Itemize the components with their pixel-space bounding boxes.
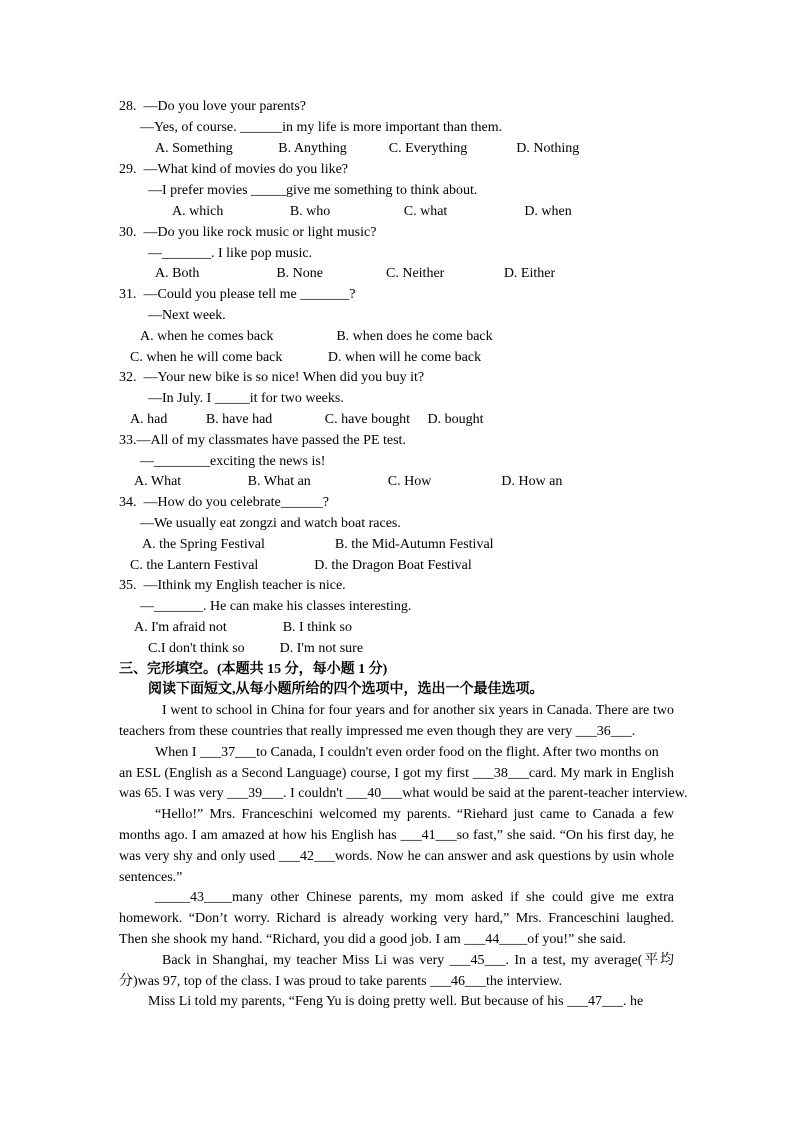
question-line: 31. —Could you please tell me _______? xyxy=(119,287,356,302)
passage-line: months ago. I am amazed at how his English has ___41___so fast,” she said. “On his first day, he xyxy=(119,828,674,843)
question-line: —Yes, of course. ______in my life is more important than them. xyxy=(140,120,503,135)
passage-line: Back in Shanghai, my teacher Miss Li was very ___45___. In a test, my average(平均 xyxy=(162,953,674,968)
question-line: A. when he comes back B. when does he come back xyxy=(140,329,493,344)
section-title: 三、完形填空。(本题共 15 分，每小题 1 分) xyxy=(119,662,388,677)
passage-line: an ESL (English as a Second Language) course, I got my first ___38___card. My mark in English xyxy=(119,766,674,781)
question-line: 29. —What kind of movies do you like? xyxy=(119,162,349,177)
question-line: —I prefer movies _____give me something to think about. xyxy=(148,183,478,198)
passage-line: was very shy and only used ___42___words. Now he can answer and ask questions by usin whole xyxy=(119,849,674,864)
question-line: A. had B. have had C. have bought D. bought xyxy=(130,412,484,427)
question-line: —Next week. xyxy=(148,308,226,323)
question-line: 35. —Ithink my English teacher is nice. xyxy=(119,578,346,593)
question-line: A. the Spring Festival B. the Mid-Autumn Festival xyxy=(142,537,494,552)
passage-line: _____43____many other Chinese parents, my mom asked if she could give me extra xyxy=(155,890,674,905)
question-line: 28. —Do you love your parents? xyxy=(119,99,307,114)
passage-line: “Hello!” Mrs. Franceschini welcomed my parents. “Riehard just came to Canada a few xyxy=(155,807,674,822)
question-line: 30. —Do you like rock music or light music? xyxy=(119,225,377,240)
question-line: A. Both B. None C. Neither D. Either xyxy=(155,266,556,281)
question-line: —We usually eat zongzi and watch boat races. xyxy=(140,516,401,531)
question-line: C.I don't think so D. I'm not sure xyxy=(148,641,364,656)
question-line: —_______. He can make his classes interesting. xyxy=(140,599,412,614)
passage-line: homework. “Don’t worry. Richard is already working very hard,” Mrs. Franceschini laughed. xyxy=(119,911,674,926)
question-line: A. What B. What an C. How D. How an xyxy=(134,474,563,489)
question-line: —________exciting the news is! xyxy=(140,454,326,469)
passage-line: was 65. I was very ___39___. I couldn't ___40___what would be said at the parent-teacher interview. xyxy=(119,786,688,801)
section-instruction: 阅读下面短文,从每小题所给的四个选项中，选出一个最佳选项。 xyxy=(148,682,544,697)
question-line: —In July. I _____it for two weeks. xyxy=(148,391,344,406)
question-line: A. Something B. Anything C. Everything D. Nothing xyxy=(155,141,580,156)
question-line: 32. —Your new bike is so nice! When did you buy it? xyxy=(119,370,425,385)
question-line: 34. —How do you celebrate______? xyxy=(119,495,329,510)
passage-line: Miss Li told my parents, “Feng Yu is doing pretty well. But because of his ___47___. he xyxy=(148,994,644,1009)
question-line: A. I'm afraid not B. I think so xyxy=(134,620,352,635)
passage-line: teachers from these countries that really impressed me even though they are very ___36___. xyxy=(119,724,636,739)
passage-line: I went to school in China for four years and for another six years in Canada. There are two xyxy=(162,703,674,718)
question-line: C. when he will come back D. when will he come back xyxy=(130,350,482,365)
passage-line: 分)was 97, top of the class. I was proud to take parents ___46___the interview. xyxy=(119,974,563,989)
passage-line: sentences.” xyxy=(119,870,183,885)
question-line: A. which B. who C. what D. when xyxy=(172,204,572,219)
question-line: C. the Lantern Festival D. the Dragon Boat Festival xyxy=(130,558,472,573)
question-line: —_______. I like pop music. xyxy=(148,246,313,261)
passage-line: When I ___37___to Canada, I couldn't even order food on the flight. After two months on xyxy=(155,745,659,760)
passage-line: Then she shook my hand. “Richard, you did a good job. I am ___44____of you!” she said. xyxy=(119,932,627,947)
question-line: 33.—All of my classmates have passed the PE test. xyxy=(119,433,406,448)
